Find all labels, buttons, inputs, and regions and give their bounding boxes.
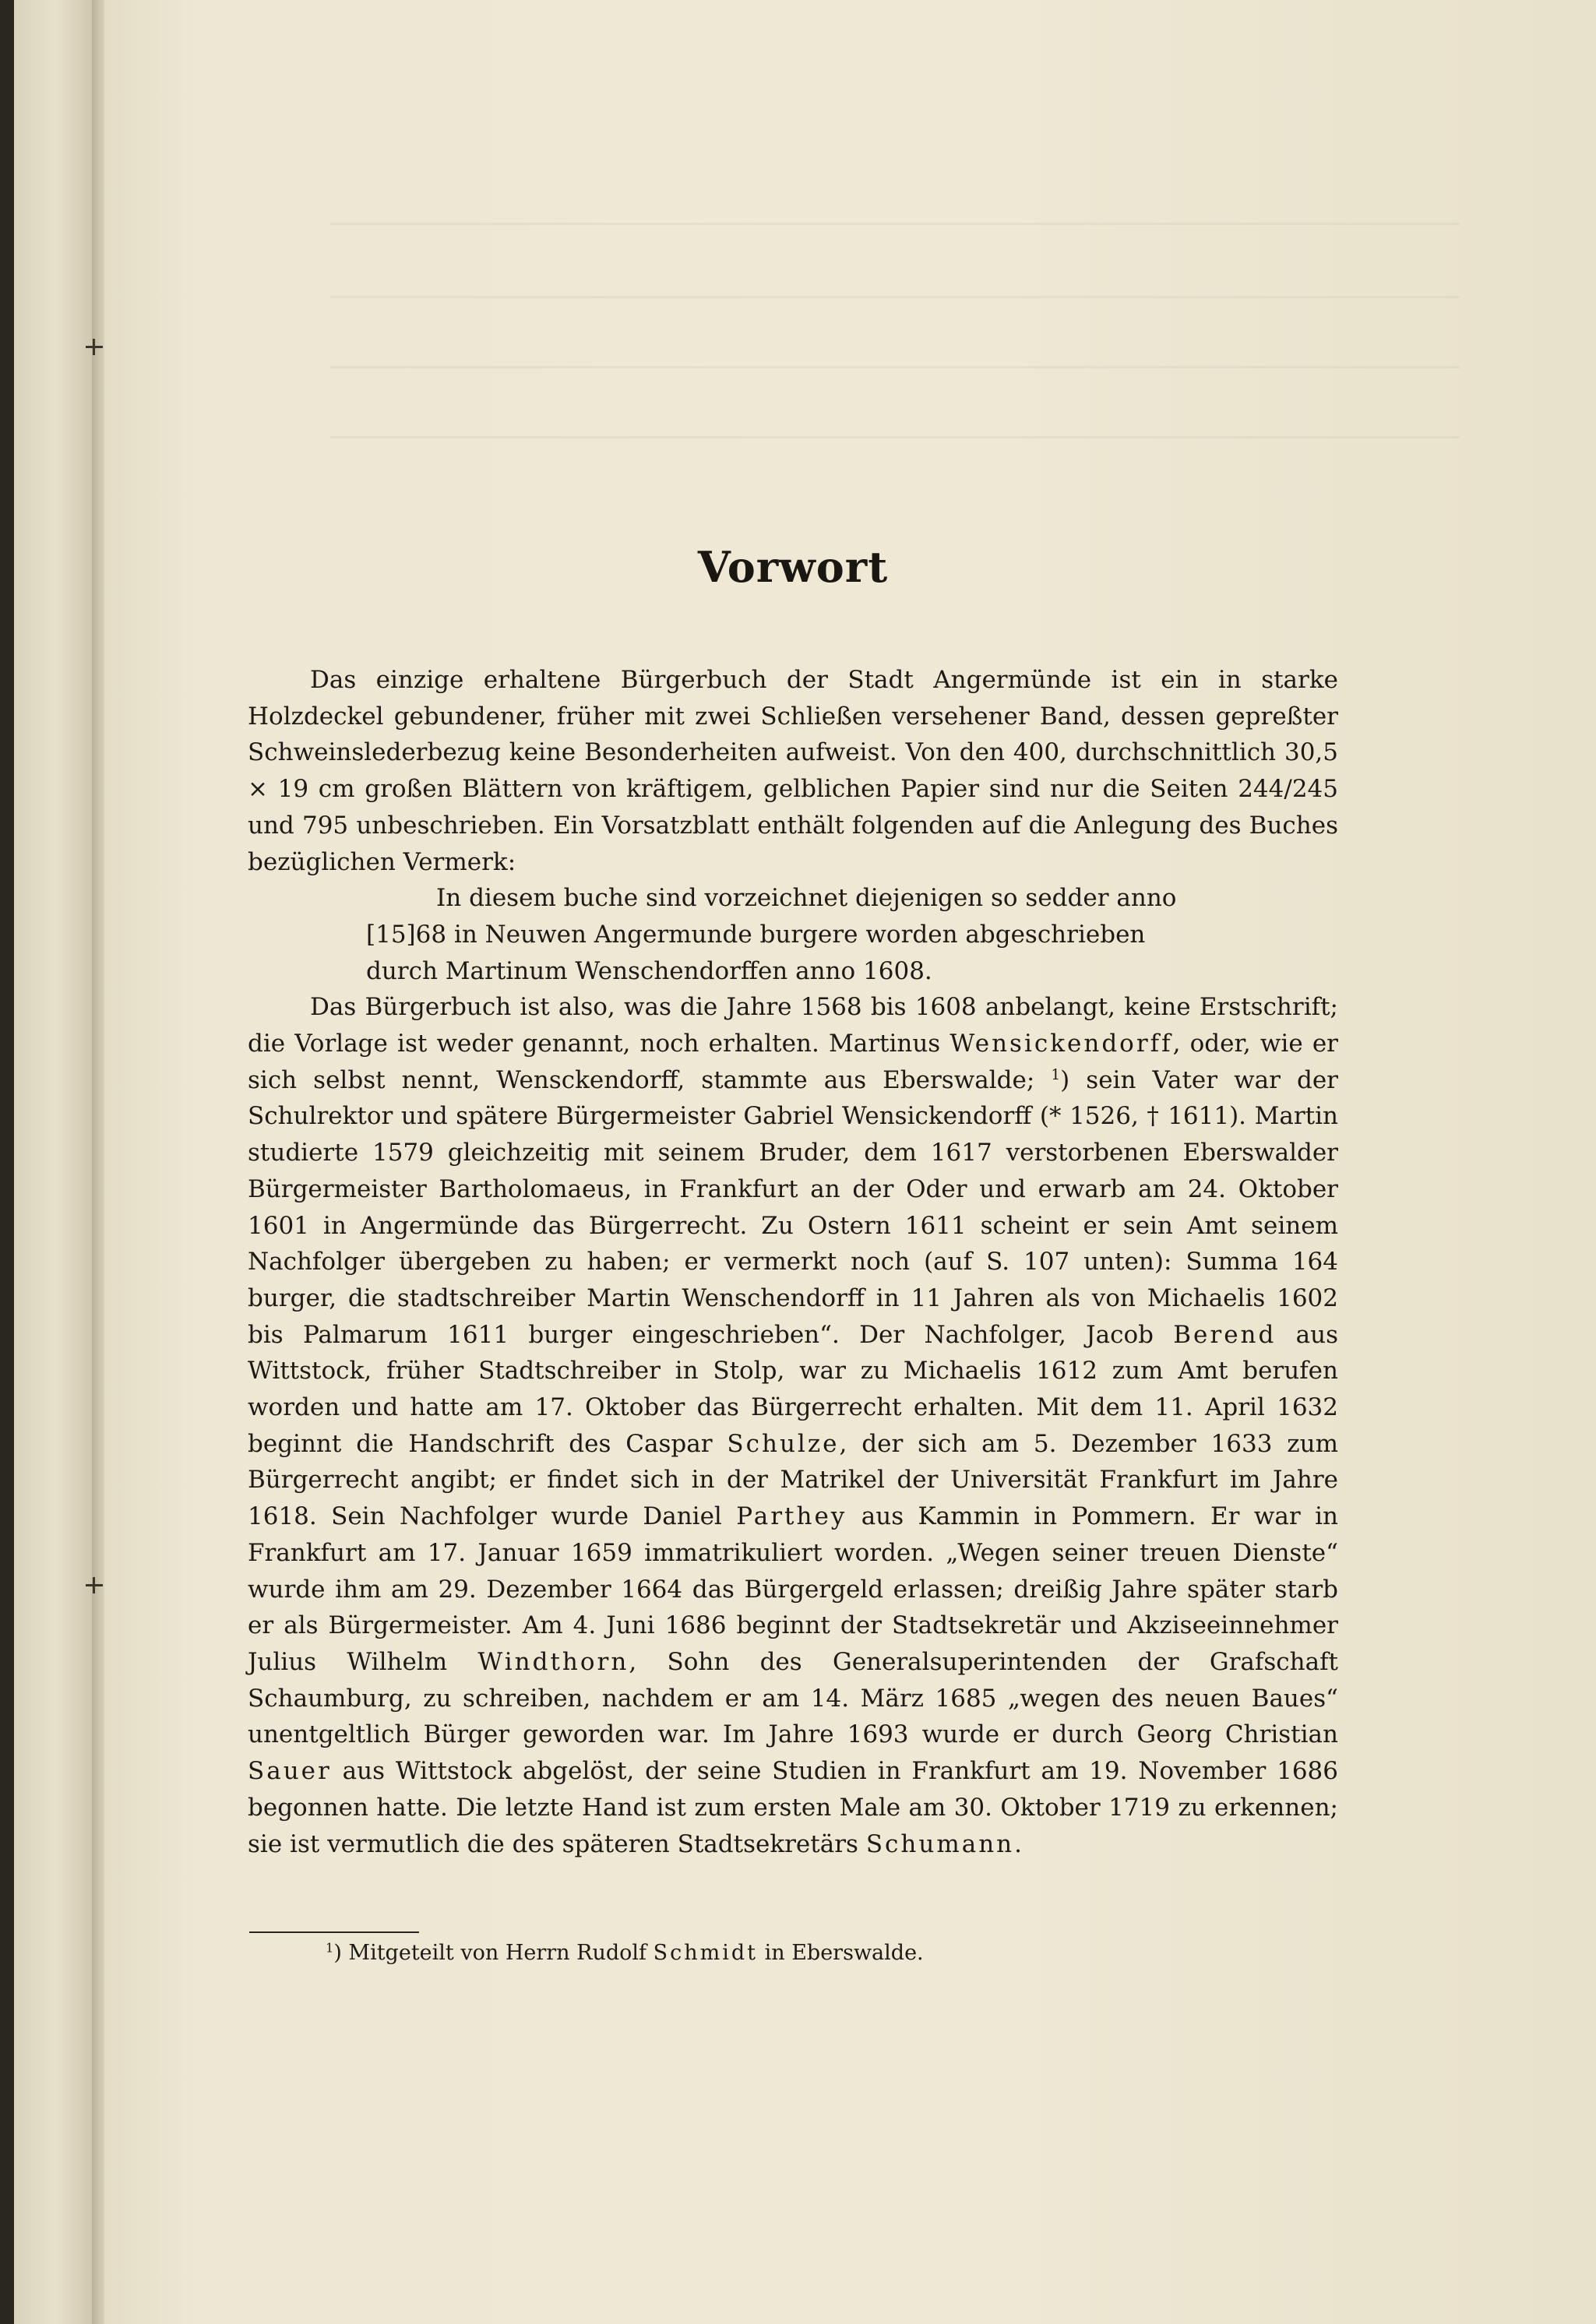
person-name: Parthey [736,1502,847,1531]
registration-mark [86,346,103,348]
text-run: in Eberswalde. [758,1941,924,1965]
bleed-through-line [330,366,1460,368]
page-title: Vorwort [697,542,889,592]
text-run: Das Bürgerbuch ist also, was die Jahre 1568 bis 1608 anbelangt, keine Erstschrift; die Vorlage ist weder genannt, noch erhalten. Martinus [248,993,1338,1058]
footnote-divider [249,1931,419,1933]
registration-mark [86,1584,103,1586]
body-text [248,662,1338,1862]
person-name: Windthorn [477,1647,629,1676]
quote-line: durch Martinum Wenschendorffen anno 1608. [366,956,932,985]
text-run: , der sich am 5. Dezember 1633 zum Bürgerrecht angibt; er findet sich in der Matrikel der Universität Frankfurt im Jahre 1618. Sein Nachfolger wurde Daniel [248,1429,1338,1531]
quote-line: In diesem buche sind vorzeichnet diejenigen so sedder anno [436,884,1177,913]
text-run: . [1014,1829,1023,1858]
text-run: , Sohn des Generalsuperintenden der Grafschaft Schaumburg, zu schreiben, nachdem er am 14. März 1685 „wegen des neuen Baues“ unentgeltlich Bürger geworden war. Im Jahre 1693 wurde er durch Georg Christian [248,1647,1339,1749]
quoted-note [366,880,1231,989]
footnote-mark: 1 [326,1940,334,1956]
bleed-through-line [330,296,1460,298]
person-name: Wensickendorff [949,1030,1173,1058]
paragraph [248,989,1338,1862]
paragraph: Das einzige erhaltene Bürgerbuch der Stadt Angermünde ist ein in starke Holzdeckel gebundener, früher mit zwei Schließen versehener Band, dessen gepreßter Schweinslederbezug keine Besonderheiten aufweist. Von den 400, durchschnittlich 30,5 × 19 cm großen Blättern von kräftigem, gelblichen Papier sind nur die Seiten 244/245 und 795 unbeschrieben. Ein Vorsatzblatt enthält folgenden auf die Anlegung des Buches bezüglichen Vermerk: [248,666,1338,876]
footnote [326,1941,924,1965]
text-run: ) Mitgeteilt von Herrn Rudolf [333,1941,654,1965]
person-name: Schumann [865,1829,1015,1858]
bleed-through-line [330,436,1460,438]
bleed-through-line [330,223,1460,225]
text-run: aus Kammin in Pommern. Er war in Frankfurt am 17. Januar 1659 immatrikuliert worden. „Wegen seiner treuen Dienste“ wurde ihm am 29. Dezember 1664 das Bürgergeld erlassen; dreißig Jahre später starb er als Bürgermeister. Am 4. Juni 1686 beginnt der Stadtsekretär und Akziseeinnehmer Julius Wilhelm [248,1502,1338,1676]
scan-border [0,0,14,2324]
person-name: Sauer [248,1757,332,1786]
text-run: ) sein Vater war der Schulrektor und spätere Bürgermeister Gabriel Wensickendorff (* 1526, † 1611). Martin studierte 1579 gleichzeitig mit seinem Bruder, dem 1617 verstorbenen Eberswalder Bürgermeister Bartholomaeus, in Frankfurt an der Oder und erwarb am 24. Oktober 1601 in Angermünde das Bürgerrecht. Zu Ostern 1611 scheint er sein Amt seinem Nachfolger übergeben zu haben; er vermerkt noch (auf S. 107 unten): Summa 164 burger, die stadtschreiber Martin Wenschendorff in 11 Jahren als von Michaelis 1602 bis Palmarum 1611 burger eingeschrieben“. Der Nachfolger, Jacob [248,1065,1338,1349]
person-name: Schulze [727,1429,840,1458]
footnote-reference[interactable]: 1 [1051,1066,1061,1083]
person-name: Berend [1173,1320,1277,1349]
text-run: aus Wittstock abgelöst, der seine Studien in Frankfurt am 19. November 1686 begonnen hatte. Die letzte Hand ist zum ersten Male am 30. Oktober 1719 zu erkennen; sie ist vermutlich die des späteren Stadtsekretärs [248,1757,1338,1858]
quote-line: [15]68 in Neuwen Angermunde burgere worden abgeschrieben [366,920,1146,949]
text-run: aus Wittstock, früher Stadtschreiber in Stolp, war zu Michaelis 1612 zum Amt berufen worden und hatte am 17. Oktober das Bürgerrecht erhalten. Mit dem 11. April 1632 beginnt die Handschrift des Caspar [248,1320,1339,1458]
person-name: Schmidt [653,1941,759,1965]
facing-page-edge [14,0,92,2324]
text-run: , oder, wie er sich selbst nennt, Wensckendorff, stammte aus Eberswalde; [248,1030,1338,1094]
